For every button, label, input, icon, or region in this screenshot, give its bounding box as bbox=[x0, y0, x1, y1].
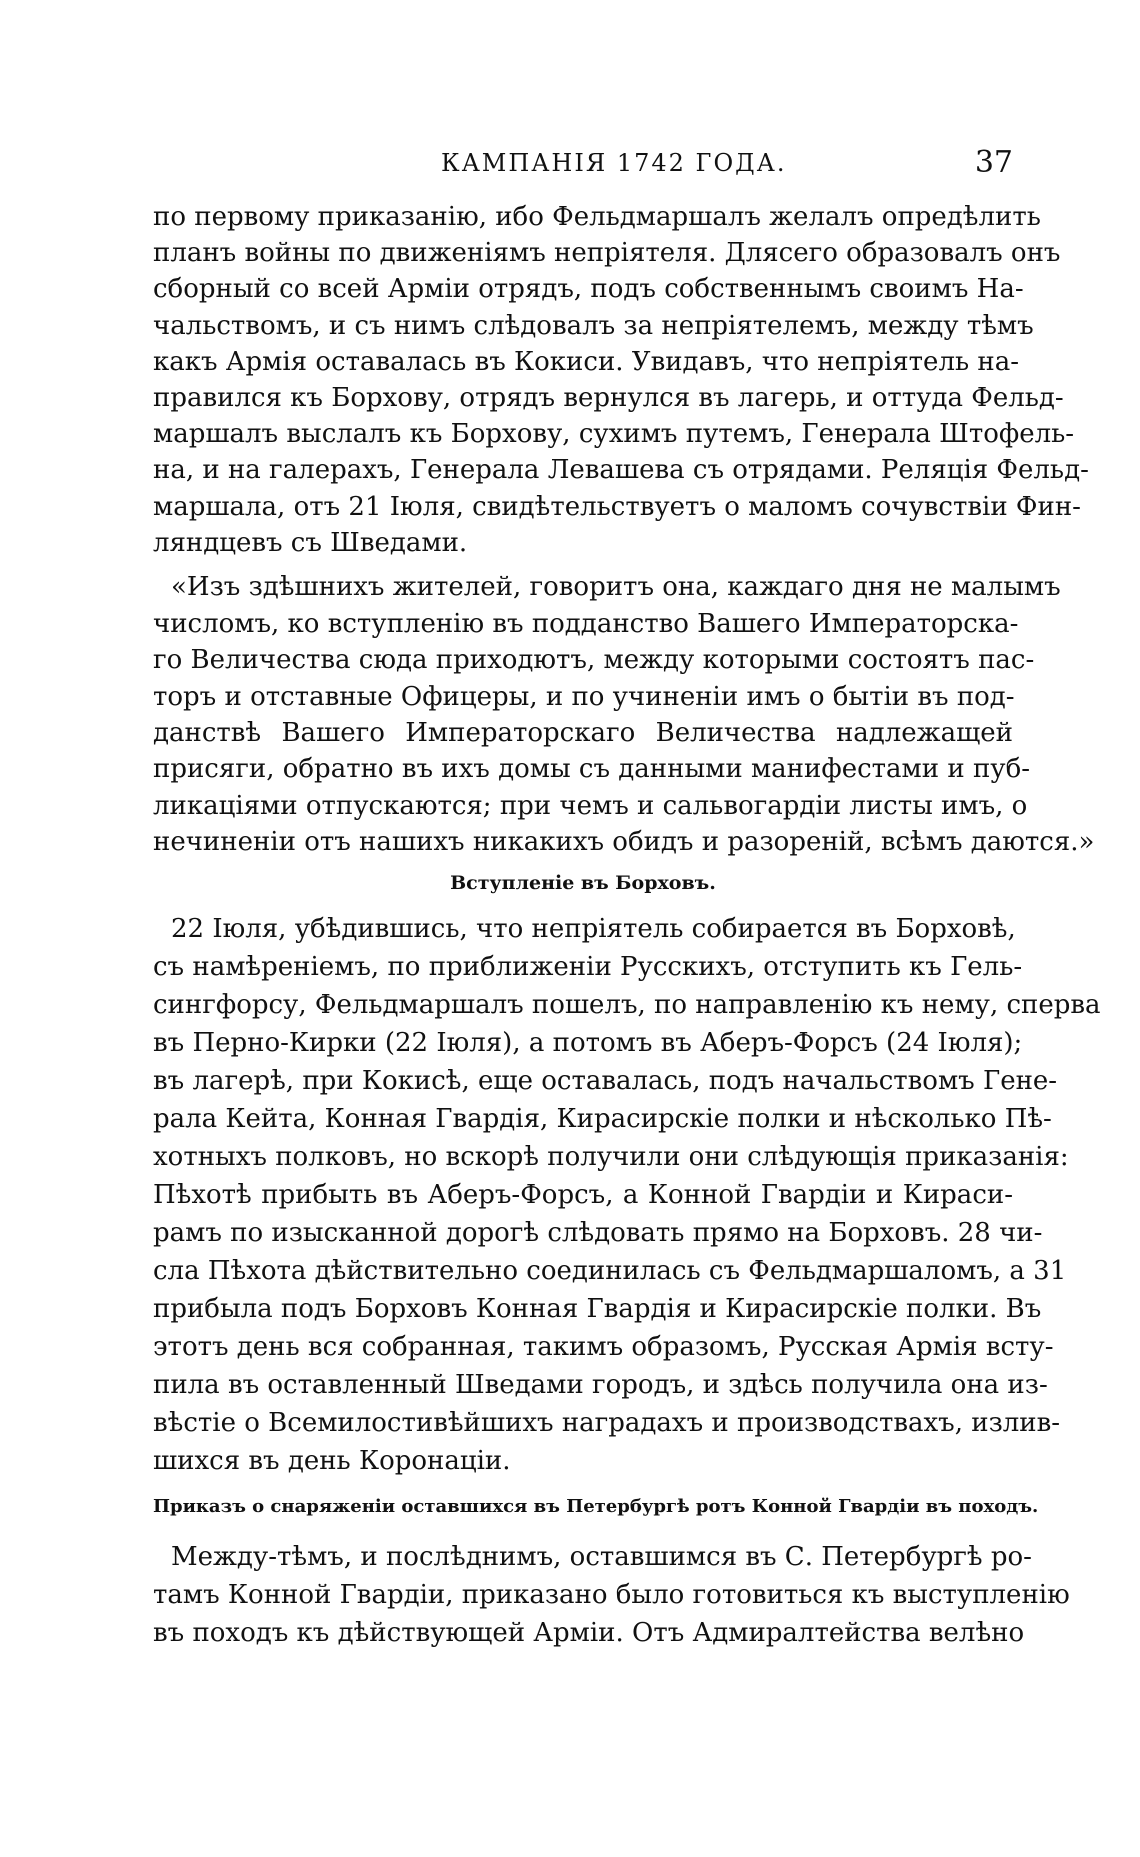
text-line: торъ и отставные Офицеры, и по учиненіи имъ о бытіи въ под- bbox=[153, 682, 1015, 712]
text-line: пила въ оставленный Шведами городъ, и здѣсь получила она из- bbox=[153, 1370, 1048, 1400]
text-line: присяги, обратно въ ихъ домы съ данными манифестами и пуб- bbox=[153, 754, 1031, 784]
text-line: данствѣ Вашего Императорскаго Величества надлежащей bbox=[153, 718, 1013, 748]
text-line: сла Пѣхота дѣйствительно соединилась съ Фельдмаршаломъ, а 31 bbox=[153, 1256, 1067, 1286]
page-number: 37 bbox=[974, 145, 1013, 180]
text-line: вѣстіе о Всемилостивѣйшихъ наградахъ и производствахъ, излив- bbox=[153, 1408, 1061, 1438]
section-heading-order: Приказъ о снаряженіи оставшихся въ Петербургѣ ротъ Конной Гвардіи въ походъ. bbox=[153, 1496, 1039, 1517]
page-header bbox=[153, 145, 1013, 185]
text-line: «Изъ здѣшнихъ жителей, говоритъ она, каждаго дня не малымъ bbox=[171, 572, 1061, 602]
text-line: на, и на галерахъ, Генерала Левашева съ отрядами. Реляція Фельд- bbox=[153, 455, 1089, 485]
text-line: какъ Армія оставалась въ Кокиси. Увидавъ, что непріятель на- bbox=[153, 347, 1019, 377]
text-line: нечиненіи отъ нашихъ никакихъ обидъ и разореній, всѣмъ даются.» bbox=[153, 827, 1095, 857]
text-line: ликаціями отпускаются; при чемъ и сальвогардіи листы имъ, о bbox=[153, 791, 1028, 821]
text-line: ляндцевъ съ Шведами. bbox=[153, 528, 468, 558]
text-line: этотъ день вся собранная, такимъ образомъ, Русская Армія всту- bbox=[153, 1332, 1054, 1362]
text-line: рамъ по изысканной дорогѣ слѣдовать прямо на Борховъ. 28 чи- bbox=[153, 1218, 1043, 1248]
text-line: въ походъ къ дѣйствующей Арміи. Отъ Адмиралтейства велѣно bbox=[153, 1618, 1025, 1648]
text-line: планъ войны по движеніямъ непріятеля. Длясего образовалъ онъ bbox=[153, 238, 1061, 268]
text-line: въ лагерѣ, при Кокисѣ, еще оставалась, подъ начальствомъ Гене- bbox=[153, 1066, 1058, 1096]
text-line: по первому приказанію, ибо Фельдмаршалъ желалъ опредѣлить bbox=[153, 202, 1041, 232]
text-line: съ намѣреніемъ, по приближеніи Русскихъ, отступить къ Гель- bbox=[153, 952, 1023, 982]
text-line: правился къ Борхову, отрядъ вернулся въ лагерь, и оттуда Фельд- bbox=[153, 383, 1064, 413]
text-line: рала Кейта, Конная Гвардія, Кирасирскіе полки и нѣсколько Пѣ- bbox=[153, 1104, 1052, 1134]
text-line: маршала, отъ 21 Іюля, свидѣтельствуетъ о маломъ сочувствіи Фин- bbox=[153, 492, 1081, 522]
text-line: го Величества сюда приходютъ, между которыми состоятъ пас- bbox=[153, 645, 1035, 675]
text-line: маршалъ выслалъ къ Борхову, сухимъ путемъ, Генерала Штофель- bbox=[153, 419, 1075, 449]
text-line: Пѣхотѣ прибыть въ Аберъ-Форсъ, а Конной Гвардіи и Кираси- bbox=[153, 1180, 1013, 1210]
text-line: чальствомъ, и съ нимъ слѣдовалъ за непріятелемъ, между тѣмъ bbox=[153, 311, 1034, 341]
text-line: сборный со всей Арміи отрядъ, подъ собственнымъ своимъ На- bbox=[153, 274, 1024, 304]
text-line: тамъ Конной Гвардіи, приказано было готовиться къ выступленію bbox=[153, 1580, 1070, 1610]
text-line: шихся въ день Коронаціи. bbox=[153, 1446, 511, 1476]
text-line: сингфорсу, Фельдмаршалъ пошелъ, по направленію къ нему, сперва bbox=[153, 990, 1101, 1020]
text-line: Между-тѣмъ, и послѣднимъ, оставшимся въ С. Петербургѣ ро- bbox=[171, 1542, 1032, 1572]
text-line: числомъ, ко вступленію въ подданство Вашего Императорска- bbox=[153, 609, 1019, 639]
text-line: 22 Іюля, убѣдившись, что непріятель собирается въ Борховѣ, bbox=[171, 914, 1016, 944]
section-heading-borkhov: Вступленіе въ Борховъ. bbox=[450, 872, 716, 894]
text-line: прибыла подъ Борховъ Конная Гвардія и Кирасирскіе полки. Въ bbox=[153, 1294, 1042, 1324]
text-line: въ Перно-Кирки (22 Іюля), а потомъ въ Аберъ-Форсъ (24 Іюля); bbox=[153, 1028, 1023, 1058]
text-line: хотныхъ полковъ, но вскорѣ получили они слѣдующія приказанія: bbox=[153, 1142, 1069, 1172]
running-title: КАМПАНІЯ 1742 ГОДА. bbox=[441, 149, 787, 177]
